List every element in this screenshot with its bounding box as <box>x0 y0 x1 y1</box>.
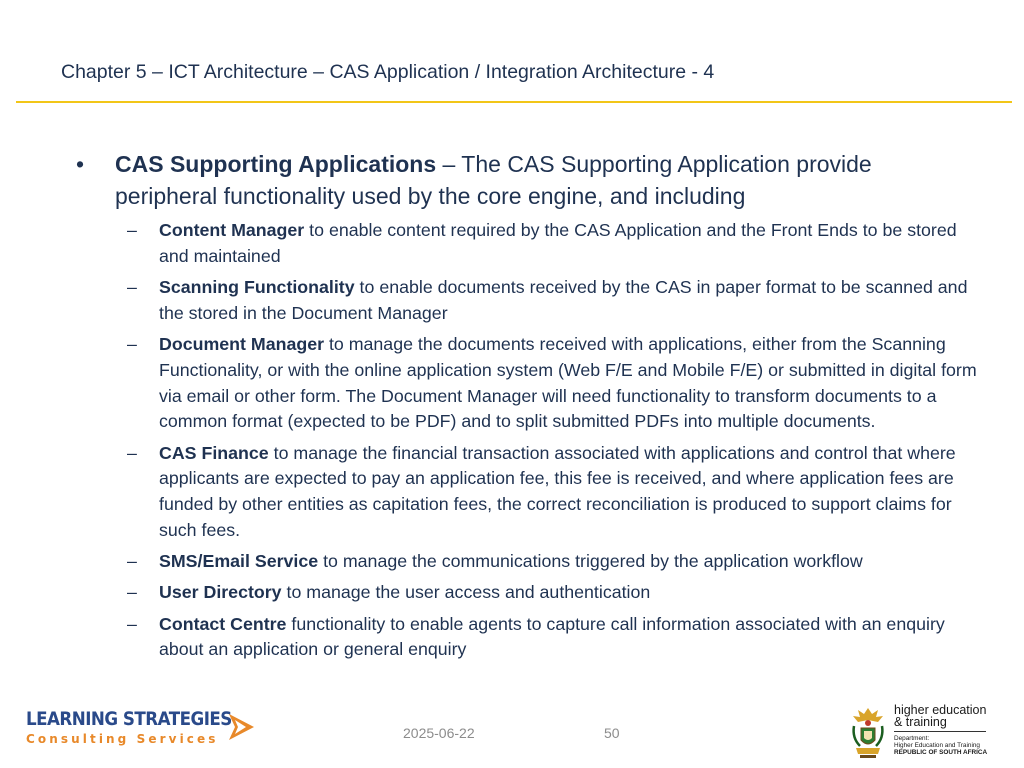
dhet-dept-label: Department: <box>894 735 930 742</box>
dhet-name-line1: higher education <box>894 703 987 717</box>
dash-marker: – <box>127 551 137 572</box>
list-item <box>0 218 1024 270</box>
list-item-heading: User Directory <box>159 582 282 603</box>
coat-of-arms-icon <box>848 704 888 760</box>
dash-marker: – <box>127 442 137 463</box>
list-item-heading: Document Manager <box>159 333 324 354</box>
list-item <box>0 332 1024 435</box>
slide-number: 50 <box>604 725 620 741</box>
list-item-heading: Content Manager <box>159 220 305 240</box>
dash-marker: – <box>127 276 137 297</box>
bullet-marker: • <box>76 151 85 177</box>
list-item-text: to manage the communications triggered by the application workflow <box>318 551 863 572</box>
list-item <box>0 275 1024 327</box>
footer-date: 2025-06-22 <box>403 725 475 741</box>
dhet-name-line2: & training <box>894 715 947 729</box>
list-item-heading: SMS/Email Service <box>159 551 319 572</box>
logo-tagline: Consulting Services <box>26 732 219 746</box>
dash-marker: – <box>127 220 137 240</box>
list-item-text: to manage the user access and authentication <box>281 582 651 603</box>
list-item-heading: Scanning Functionality <box>159 276 355 297</box>
list-item-text: to enable content required by the CAS Application and the Front Ends to be stored and maintained <box>159 220 957 266</box>
list-item-text: to manage the financial transaction associated with applications and control that where applicants are expected to pay an application fee, this fee is received, and where application fees are funded by other entities as capitation fees, the correct reconciliation is produced to support claims for such fees. <box>159 442 956 540</box>
dhet-divider <box>894 731 986 732</box>
list-item-heading: Contact Centre <box>159 613 287 634</box>
slide-content <box>0 148 1024 668</box>
slide-title: Chapter 5 – ICT Architecture – CAS Application / Integration Architecture - 4 <box>61 61 715 83</box>
sub-bullet-list <box>0 218 1024 663</box>
dash-marker: – <box>127 613 137 634</box>
main-bullet <box>0 148 1024 212</box>
learning-strategies-logo <box>26 708 266 752</box>
main-bullet-heading: CAS Supporting Applications <box>115 151 437 177</box>
list-item <box>0 549 1024 575</box>
list-item-text: to enable documents received by the CAS in paper format to be scanned and the stored in the Document Manager <box>159 276 968 323</box>
dash-marker: – <box>127 582 137 603</box>
list-item-heading: CAS Finance <box>159 442 269 463</box>
list-item-text: to manage the documents received with applications, either from the Scanning Functionality, or with the online application system (Web F/E and Mobile F/E) or submitted in digital form via email or other form. The Document Manager will need functionality to transform documents to a common format (expected to be PDF) and to split submitted PDFs into multiple documents. <box>159 333 977 432</box>
list-item-text: functionality to enable agents to capture call information associated with an enquiry about an application or general enquiry <box>159 613 945 660</box>
logo-wordmark: LEARNING STRATEGIES <box>26 708 232 730</box>
dhet-logo <box>848 702 998 762</box>
dash-marker: – <box>127 333 137 354</box>
main-bullet-text: – The CAS Supporting Application provide peripheral functionality used by the core engine, and including <box>115 151 872 209</box>
dhet-country: REPUBLIC OF SOUTH AFRICA <box>894 749 988 756</box>
play-arrow-icon <box>226 712 256 742</box>
list-item <box>0 580 1024 606</box>
list-item <box>0 441 1024 544</box>
dhet-dept-name: Higher Education and Training <box>894 742 980 749</box>
title-divider <box>16 101 1012 103</box>
list-item <box>0 612 1024 664</box>
